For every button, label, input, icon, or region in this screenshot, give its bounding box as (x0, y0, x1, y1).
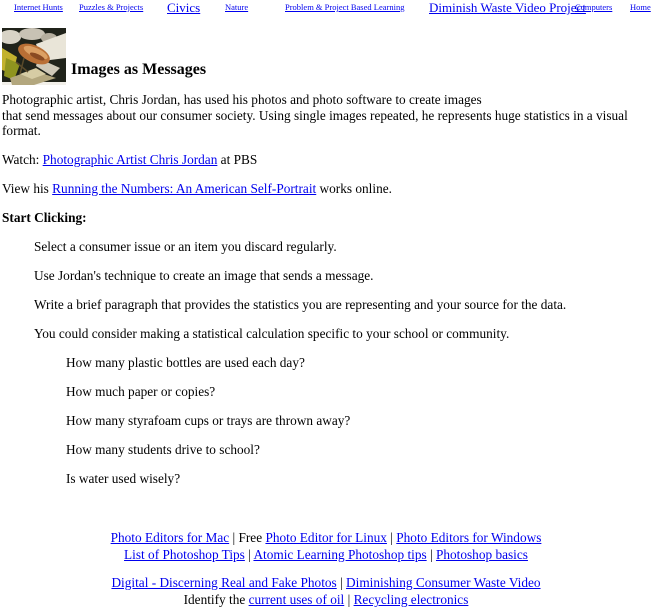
footer-row-photoshop-tips (0, 546, 652, 564)
view-prefix: View his (2, 181, 53, 196)
milkweed-pods-photo (2, 28, 66, 85)
footer-row-photo-editors (0, 529, 652, 547)
nav-link-puzzles-projects[interactable]: Puzzles & Projects (79, 2, 144, 12)
identify-prefix: Identify the (183, 592, 249, 607)
top-nav (0, 0, 652, 14)
link-photo-editors-for-windows[interactable]: Photo Editors for Windows (396, 529, 542, 545)
nav-link-nature[interactable]: Nature (225, 2, 249, 12)
footer-separator: | Free (229, 529, 266, 545)
link-photoshop-basics[interactable]: Photoshop basics (435, 547, 528, 562)
link-list-of-photoshop-tips[interactable]: List of Photoshop Tips (124, 547, 245, 562)
footer-separator: | (386, 529, 397, 545)
watch-prefix: Watch: (2, 152, 43, 167)
question-item: How many students drive to school? (66, 442, 260, 457)
nav-link-internet-hunts[interactable]: Internet Hunts (14, 2, 63, 12)
link-photo-editor-for-linux[interactable]: Photo Editor for Linux (265, 529, 387, 545)
footer-separator: | (244, 547, 254, 562)
step-item: Select a consumer issue or an item you discard regularly. (34, 239, 337, 254)
link-discerning-real-and-fake-photos[interactable]: Digital - Discerning Real and Fake Photos (111, 574, 337, 590)
footer-separator: | (426, 547, 436, 562)
page-title: Images as Messages (71, 61, 207, 78)
question-item: How many plastic bottles are used each day? (66, 355, 305, 370)
question-item: Is water used wisely? (66, 471, 181, 486)
question-item: How many styrafoam cups or trays are thrown away? (66, 413, 351, 428)
footer-separator: | (336, 574, 347, 590)
footer-row-digital (0, 574, 652, 592)
watch-line (2, 152, 652, 168)
nav-link-home[interactable]: Home (630, 2, 651, 12)
nav-link-problem-project-based-learning[interactable]: Problem & Project Based Learning (285, 2, 405, 12)
step-item: You could consider making a statistical calculation specific to your school or community. (34, 326, 510, 341)
watch-suffix: at PBS (217, 152, 258, 167)
link-diminishing-consumer-waste-video[interactable]: Diminishing Consumer Waste Video (346, 574, 541, 590)
footer-separator: | (344, 592, 354, 607)
nav-link-diminish-waste-video-project[interactable]: Diminish Waste Video Project (429, 0, 586, 15)
page-header (2, 28, 652, 85)
question-item: How much paper or copies? (66, 384, 216, 399)
footer-links (0, 529, 652, 609)
link-recycling-electronics[interactable]: Recycling electronics (353, 592, 469, 607)
nav-link-computers[interactable]: Computers (575, 2, 613, 12)
link-photographic-artist-chris-jordan[interactable]: Photographic Artist Chris Jordan (42, 152, 218, 167)
intro-line-2: that send messages about our consumer society. Using single images repeated, he represents huge statistics in a visual format. (2, 107, 628, 138)
link-atomic-learning-photoshop-tips[interactable]: Atomic Learning Photoshop tips (253, 547, 427, 562)
step-item: Use Jordan's technique to create an image that sends a message. (34, 268, 374, 283)
link-current-uses-of-oil[interactable]: current uses of oil (248, 592, 345, 607)
start-clicking-heading: Start Clicking: (2, 210, 87, 225)
link-running-the-numbers[interactable]: Running the Numbers: An American Self-Portrait (52, 181, 317, 196)
intro-line-1: Photographic artist, Chris Jordan, has used his photos and photo software to create images (2, 92, 482, 107)
intro-paragraph (2, 92, 652, 139)
view-line (2, 181, 652, 197)
nav-link-civics[interactable]: Civics (167, 0, 201, 15)
step-item: Write a brief paragraph that provides the statistics you are representing and your source for the data. (34, 297, 567, 312)
view-suffix: works online. (316, 181, 392, 196)
link-photo-editors-for-mac[interactable]: Photo Editors for Mac (110, 529, 230, 545)
